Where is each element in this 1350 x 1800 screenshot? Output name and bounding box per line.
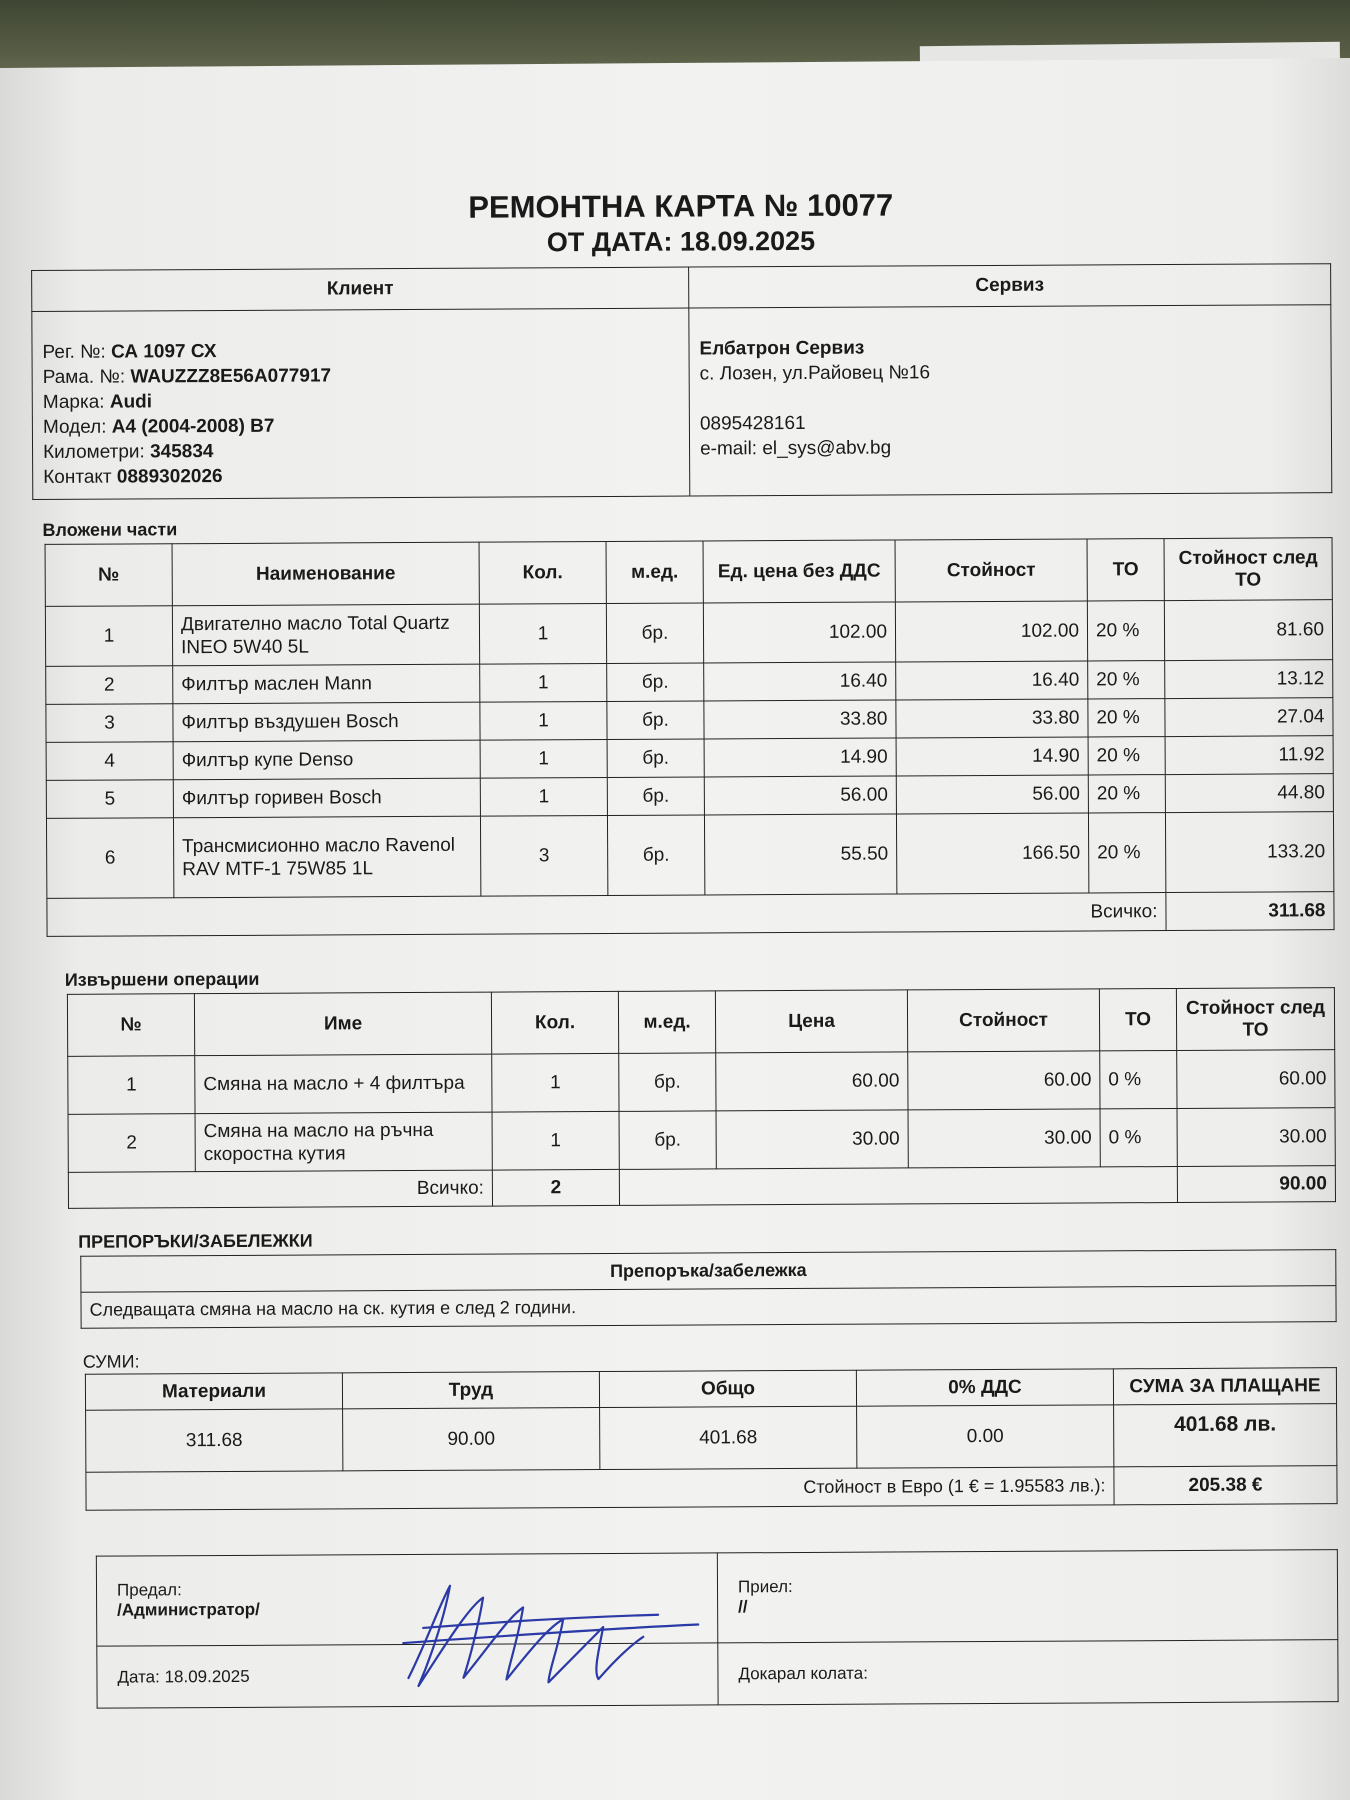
parts-row-to: 20 % (1088, 813, 1165, 893)
service-email: e-mail: el_sys@abv.bg (699, 437, 892, 460)
ops-row-after-to: 60.00 (1177, 1050, 1335, 1109)
parts-col-to: ТО (1087, 539, 1164, 601)
parts-row-after-to: 13.12 (1165, 660, 1333, 699)
parts-row-no: 6 (46, 818, 173, 899)
parts-row-to: 20 % (1088, 699, 1165, 737)
parts-row-to: 20 % (1088, 737, 1165, 775)
parts-total-label: Всичко: (47, 893, 1166, 937)
parts-row-price: 56.00 (704, 776, 896, 815)
brought-cell: Докарал колата: (718, 1640, 1338, 1705)
parts-row-unit: бр. (607, 739, 704, 778)
client-service-table (31, 263, 1332, 500)
parts-total-value: 311.68 (1166, 892, 1334, 931)
sums-col-total: Общо (599, 1370, 856, 1407)
client-make: Марка: Audi (42, 391, 153, 413)
sums-col-materials: Материали (85, 1373, 342, 1410)
parts-col-value: Стойност (895, 539, 1087, 602)
ops-total-value: 90.00 (1177, 1166, 1335, 1203)
ops-col-qty: Кол. (491, 991, 618, 1054)
notes-text: Следващата смяна на масло на ск. кутия е след 2 години. (81, 1286, 1336, 1329)
operations-table (67, 987, 1336, 1209)
sums-vat: 0.00 (857, 1405, 1114, 1468)
service-name: Елбатрон Сервиз (699, 337, 865, 360)
ops-col-unit: м.ед. (618, 991, 715, 1054)
parts-row-qty: 3 (480, 815, 607, 896)
parts-row-value: 166.50 (896, 813, 1088, 894)
parts-row-no: 1 (45, 606, 172, 667)
parts-row-value: 16.40 (896, 661, 1088, 700)
parts-row-after-to: 11.92 (1165, 736, 1333, 775)
ops-row-name: Смяна на масло на ръчна скоростна кутия (195, 1112, 492, 1172)
ops-row (68, 1050, 1335, 1115)
document-date: ОТ ДАТА: 18.09.2025 (546, 225, 816, 258)
ops-col-to: ТО (1099, 989, 1176, 1051)
parts-col-price: Ед. цена без ДДС (703, 540, 895, 603)
ops-row-name: Смяна на масло + 4 филтъра (195, 1054, 492, 1114)
parts-row-qty: 1 (480, 777, 607, 816)
client-header: Клиент (32, 267, 689, 311)
parts-row-name: Филтър въздушен Bosch (173, 702, 480, 742)
ops-row-unit: бр. (619, 1053, 716, 1112)
ops-row-to: 0 % (1100, 1051, 1177, 1109)
sums-total: 401.68 (600, 1406, 857, 1469)
notes-table (80, 1249, 1336, 1329)
parts-row-price: 33.80 (704, 700, 896, 739)
parts-row-qty: 1 (480, 739, 607, 778)
parts-row-name: Двигателно масло Total Quartz INEO 5W40 5L (172, 604, 479, 666)
ops-row-price: 30.00 (716, 1110, 908, 1169)
client-vin: Рама. №: WAUZZZ8E56A077917 (42, 365, 332, 388)
parts-row-price: 102.00 (703, 602, 895, 663)
client-km: Километри: 345834 (42, 441, 214, 463)
parts-row-no: 2 (46, 666, 173, 705)
parts-row-to: 20 % (1087, 601, 1164, 661)
parts-row-price: 14.90 (704, 738, 896, 777)
parts-row-qty: 1 (480, 663, 607, 702)
service-address: с. Лозен, ул.Райовец №16 (699, 362, 931, 385)
parts-row-to: 20 % (1088, 661, 1165, 699)
document-title: РЕМОНТНА КАРТА № 10077 (468, 187, 894, 225)
parts-row-no: 3 (46, 704, 173, 743)
received-label: Приел: (737, 1577, 793, 1597)
sums-labor: 90.00 (343, 1408, 600, 1471)
sums-payable: 401.68 лв. (1114, 1404, 1337, 1467)
sums-label: СУМИ: (82, 1351, 140, 1372)
parts-row-qty: 1 (480, 701, 607, 740)
service-phone: 0895428161 (699, 412, 806, 435)
parts-row-no: 5 (46, 780, 173, 819)
parts-row-name: Трансмисионно масло Ravenol RAV MTF-1 75W85 1L (173, 816, 480, 898)
parts-row-after-to: 27.04 (1165, 698, 1333, 737)
received-cell (717, 1550, 1337, 1643)
ops-row-after-to: 30.00 (1177, 1108, 1335, 1167)
client-model: Модел: A4 (2004-2008) B7 (42, 415, 275, 438)
ops-row-qty: 1 (492, 1053, 619, 1112)
sums-col-labor: Труд (342, 1372, 599, 1409)
parts-col-name: Наименование (172, 542, 479, 606)
parts-row (46, 812, 1333, 899)
ops-col-no: № (67, 994, 194, 1057)
ops-row (68, 1108, 1335, 1173)
parts-row-after-to: 44.80 (1165, 774, 1333, 813)
parts-row-qty: 1 (479, 603, 606, 664)
operations-label: Извършени операции (64, 968, 260, 990)
parts-row-name: Филтър маслен Mann (173, 664, 480, 704)
ops-row-no: 2 (68, 1114, 195, 1173)
sums-table (85, 1367, 1338, 1511)
handed-name: /Администратор/ (117, 1599, 260, 1620)
ops-row-value: 60.00 (908, 1051, 1100, 1110)
parts-row-value: 56.00 (896, 775, 1088, 814)
notes-header: Препоръка/забележка (81, 1250, 1336, 1293)
sums-euro-label: Стойност в Евро (1 € = 1.95583 лв.): (86, 1467, 1114, 1510)
ops-row-qty: 1 (492, 1111, 619, 1170)
parts-row-no: 4 (46, 742, 173, 781)
notes-label: ПРЕПОРЪКИ/ЗАБЕЛЕЖКИ (78, 1230, 313, 1252)
parts-row-to: 20 % (1088, 775, 1165, 813)
parts-row-unit: бр. (607, 663, 704, 702)
parts-row-name: Филтър купе Denso (173, 740, 480, 780)
parts-row-price: 55.50 (704, 814, 896, 895)
service-header: Сервиз (689, 264, 1331, 308)
ops-row-unit: бр. (619, 1111, 716, 1170)
sums-col-vat: 0% ДДС (856, 1369, 1113, 1406)
ops-col-name: Име (194, 992, 491, 1056)
parts-row-unit: бр. (607, 777, 704, 816)
ops-row-to: 0 % (1100, 1109, 1177, 1167)
sums-materials: 311.68 (86, 1409, 343, 1472)
ops-row-no: 1 (68, 1056, 195, 1115)
parts-row-unit: бр. (607, 815, 704, 896)
parts-row-value: 14.90 (896, 737, 1088, 776)
ops-col-price: Цена (715, 990, 907, 1053)
ops-col-value: Стойност (907, 989, 1099, 1052)
parts-col-no: № (45, 544, 172, 607)
handed-label: Предал: (116, 1580, 182, 1600)
client-info (32, 308, 690, 499)
parts-col-unit: м.ед. (606, 541, 703, 604)
ops-total-label: Всичко: (68, 1170, 492, 1208)
parts-row-after-to: 81.60 (1164, 600, 1332, 661)
repair-card-document (30, 53, 1339, 1760)
received-name: // (738, 1597, 748, 1617)
parts-label: Вложени части (42, 519, 178, 540)
parts-row-name: Филтър горивен Bosch (173, 778, 480, 818)
parts-row-value: 102.00 (895, 601, 1087, 662)
sums-col-payable: СУМА ЗА ПЛАЩАНЕ (1113, 1368, 1336, 1405)
client-reg: Рег. №: СА 1097 СХ (42, 341, 217, 363)
ops-row-price: 60.00 (716, 1052, 908, 1111)
parts-row-after-to: 133.20 (1165, 812, 1333, 893)
client-contact: Контакт 0889302026 (43, 465, 223, 488)
parts-row-price: 16.40 (704, 662, 896, 701)
service-info (689, 305, 1332, 496)
parts-col-qty: Кол. (479, 541, 606, 604)
ops-row-value: 30.00 (908, 1109, 1100, 1168)
signature-image (398, 1566, 719, 1698)
parts-table (45, 537, 1335, 937)
parts-row (45, 600, 1332, 667)
parts-row-unit: бр. (606, 603, 703, 664)
parts-row-value: 33.80 (896, 699, 1088, 738)
ops-col-after-to: Стойност след ТО (1176, 988, 1334, 1051)
parts-col-after-to: Стойност след ТО (1164, 538, 1332, 601)
date-cell: Дата: 18.09.2025 (97, 1643, 718, 1708)
sums-euro-value: 205.38 € (1114, 1466, 1337, 1505)
ops-total-qty: 2 (492, 1169, 619, 1206)
parts-row-unit: бр. (607, 701, 704, 740)
